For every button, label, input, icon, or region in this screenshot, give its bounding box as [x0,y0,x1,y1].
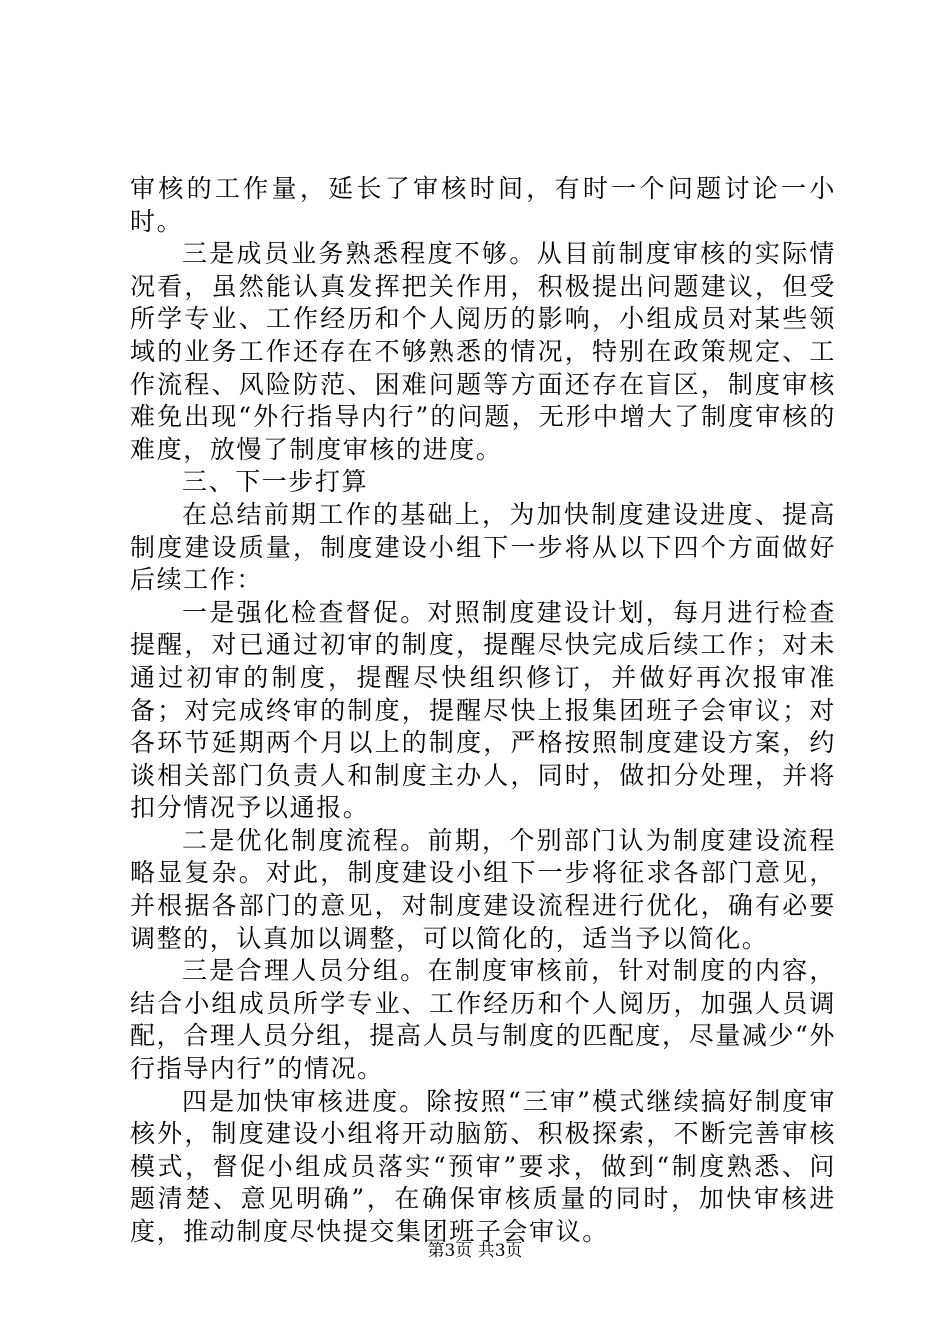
page-number-footer: 第3页 共3页 [427,1241,523,1261]
section-heading: 三、下一步打算 [182,467,369,497]
paragraph: 四是加快审核进度。除按照“三审”模式继续搞好制度审核外，制度建设小组将开动脑筋、积极探索，不断完善审核模式，督促小组成员落实“预审”要求，做到“制度熟悉、问题清楚、意见明确”，在确保审核质量的同时，加快审核进度，推动制度尽快提交集团班子会审议。 [130,1086,836,1246]
document-body [130,173,836,1249]
paragraph: 在总结前期工作的基础上，为加快制度建设进度、提高制度建设质量，制度建设小组下一步将从以下四个方面做好后续工作： [130,499,836,595]
paragraph: 一是强化检查督促。对照制度建设计划，每月进行检查提醒，对已通过初审的制度，提醒尽快完成后续工作；对未通过初审的制度，提醒尽快组织修订，并做好再次报审准备；对完成终审的制度，提醒尽快上报集团班子会审议；对各环节延期两个月以上的制度，严格按照制度建设方案，约谈相关部门负责人和制度主办人，同时，做扣分处理，并将扣分情况予以通报。 [130,597,836,823]
paragraph: 三是成员业务熟悉程度不够。从目前制度审核的实际情况看，虽然能认真发挥把关作用，积极提出问题建议，但受所学专业、工作经历和个人阅历的影响，小组成员对某些领域的业务工作还存在不够熟悉的情况，特别在政策规定、工作流程、风险防范、困难问题等方面还存在盲区，制度审核难免出现“外行指导内行”的问题，无形中增大了制度审核的难度，放慢了制度审核的进度。 [130,239,836,464]
paragraph: 审核的工作量，延长了审核时间，有时一个问题讨论一小时。 [130,174,836,236]
paragraph: 三是合理人员分组。在制度审核前，针对制度的内容，结合小组成员所学专业、工作经历和个人阅历，加强人员调配，合理人员分组，提高人员与制度的匹配度，尽量减少“外行指导内行”的情况。 [130,956,836,1084]
paragraph: 二是优化制度流程。前期，个别部门认为制度建设流程略显复杂。对此，制度建设小组下一步将征求各部门意见，并根据各部门的意见，对制度建设流程进行优化，确有必要调整的，认真加以调整，可以简化的，适当予以简化。 [130,825,836,953]
